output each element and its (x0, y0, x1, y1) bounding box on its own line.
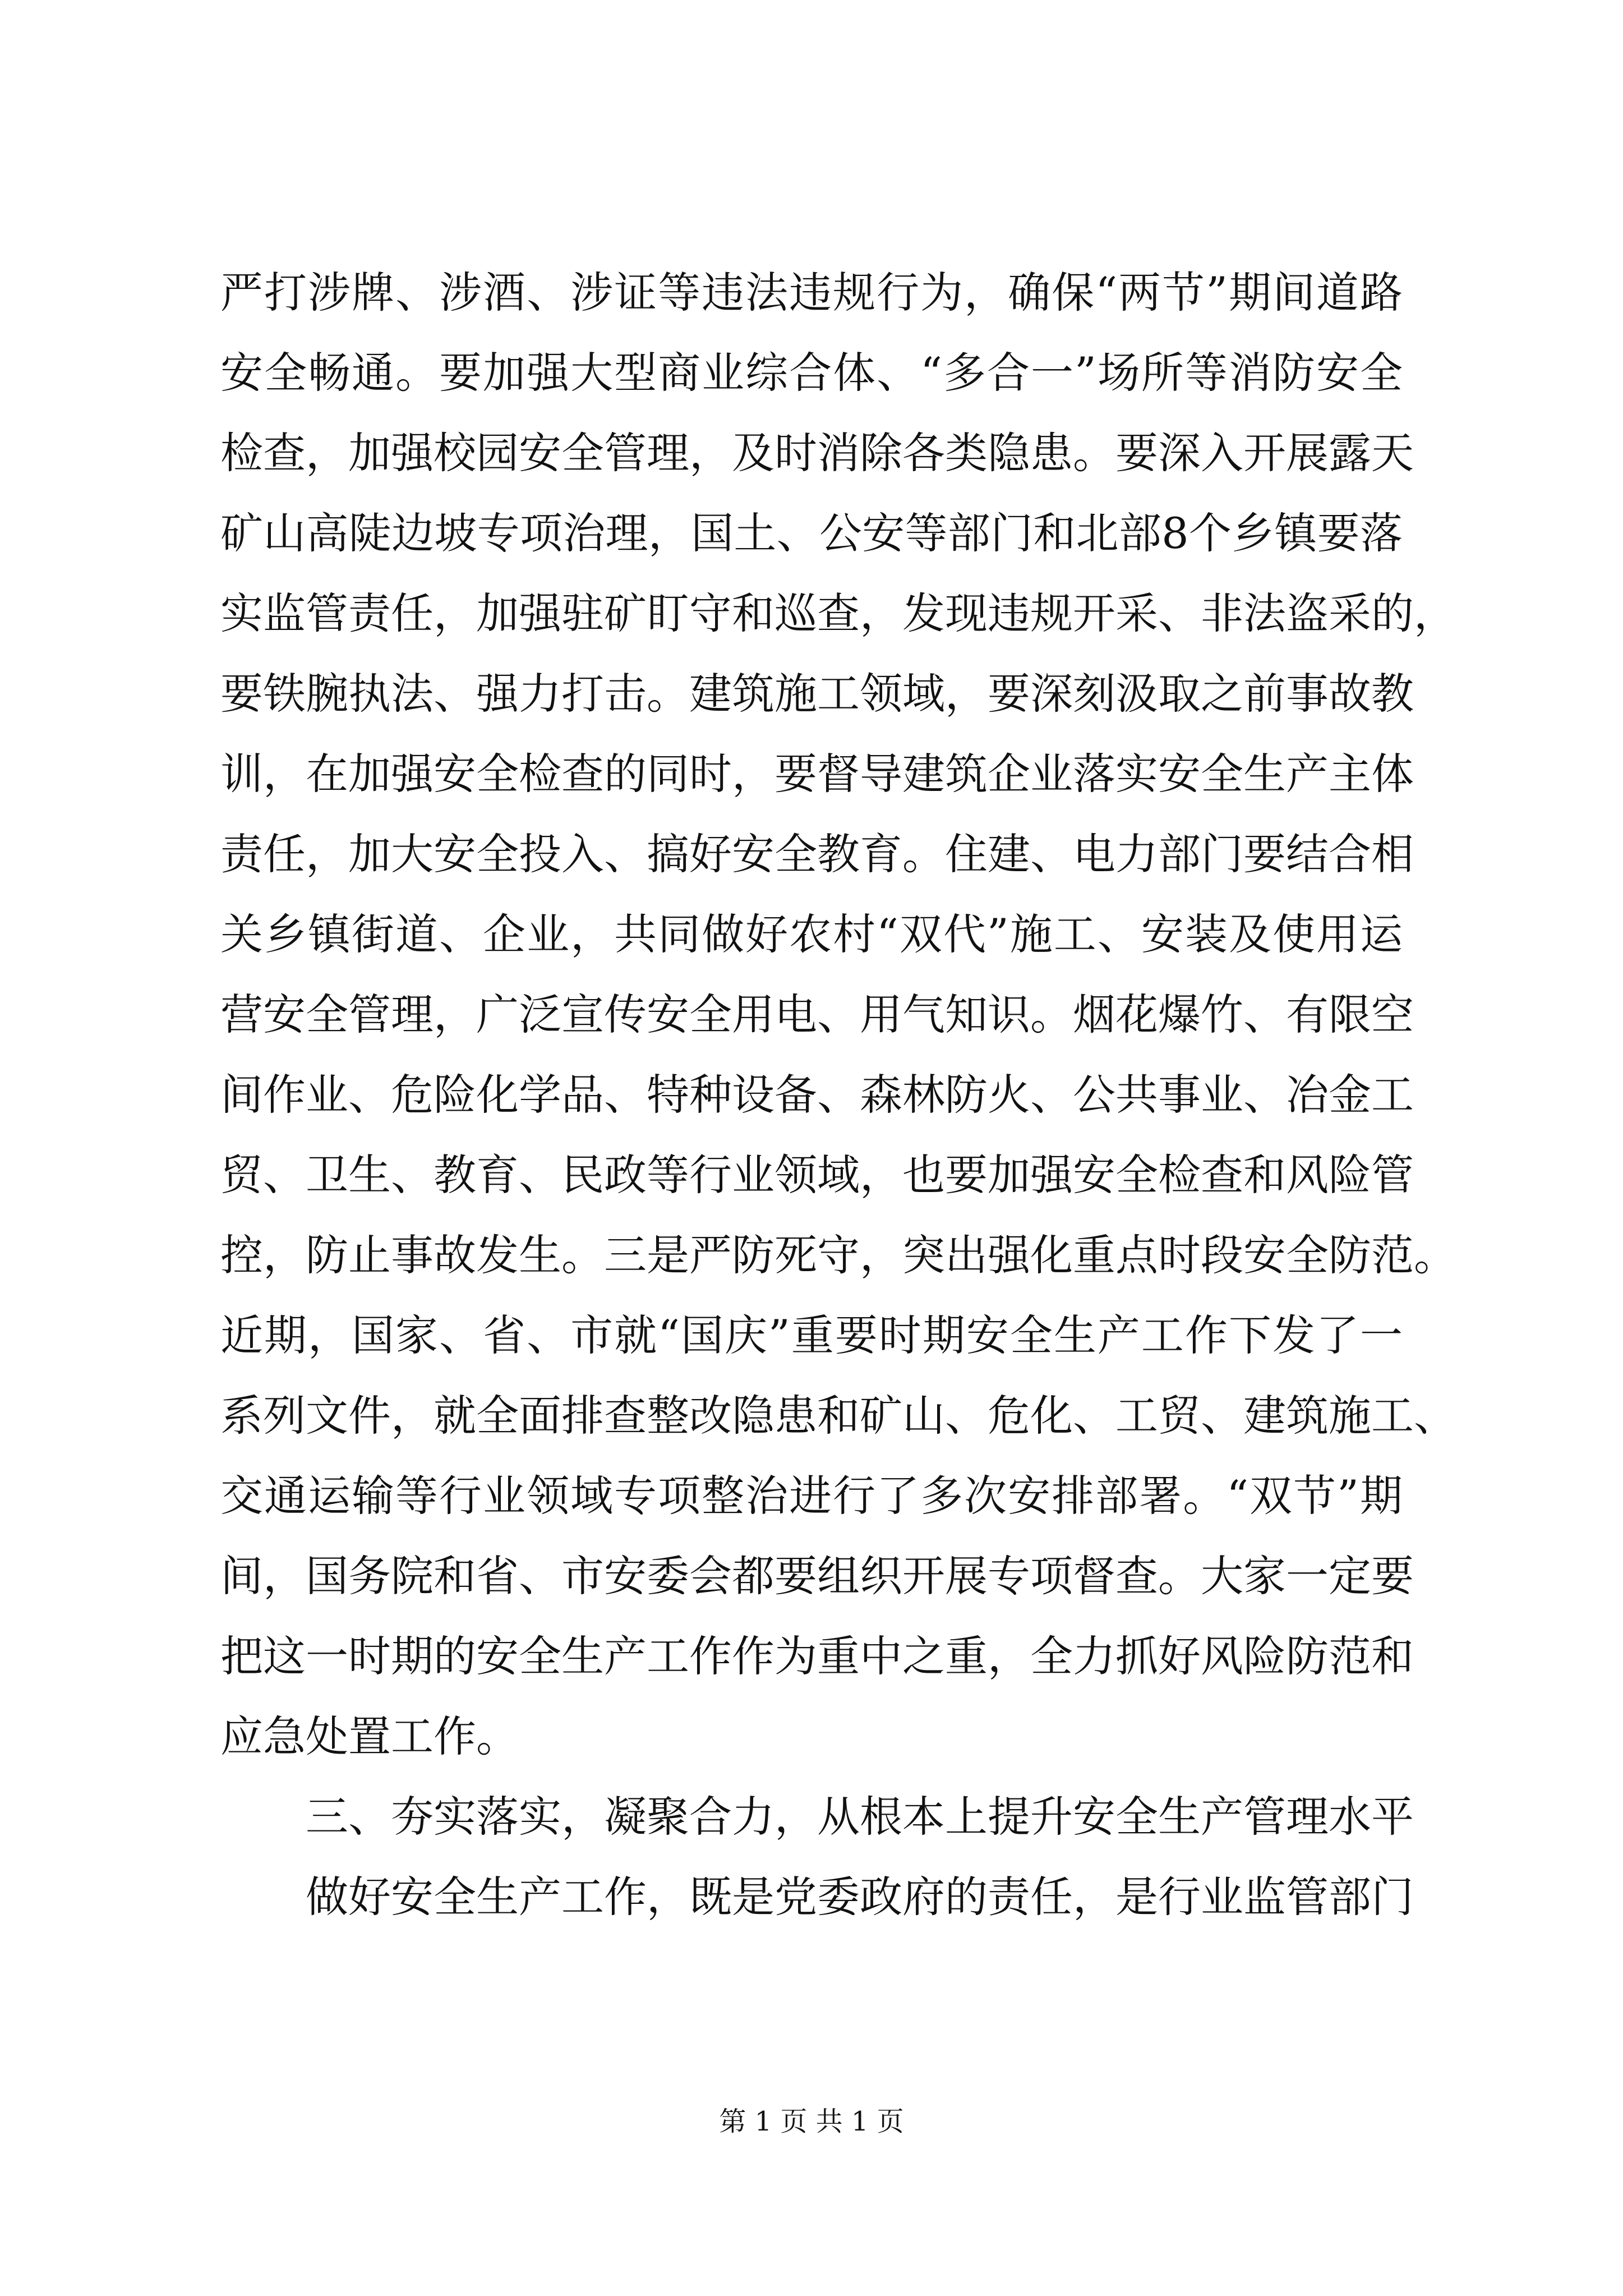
section-heading: 三、夯实落实，凝聚合力，从根本上提升安全生产管理水平 (306, 1792, 1414, 1842)
document-body (220, 252, 1456, 1937)
paragraph-1-line-18: 把这一时期的安全生产工作作为重中之重，全力抓好风险防范和 (220, 1631, 1414, 1681)
paragraph-1-line-11: 间作业、危险化学品、特种设备、森林防火、公共事业、冶金工 (220, 1070, 1414, 1120)
paragraph-1-line-12: 贸、卫生、教育、民政等行业领域，也要加强安全检查和风险管 (220, 1150, 1414, 1200)
paragraph-1-line-14: 近期，国家、省、市就“国庆”重要时期安全生产工作下发了一 (220, 1310, 1403, 1360)
paragraph-1-line-8: 责任，加大安全投入、搞好安全教育。住建、电力部门要结合相 (220, 829, 1414, 879)
paragraph-1-line-19: 应急处置工作。 (220, 1711, 519, 1761)
paragraph-1-line-7: 训，在加强安全检查的同时，要督导建筑企业落实安全生产主体 (220, 749, 1414, 799)
paragraph-1-line-13: 控，防止事故发生。三是严防死守，突出强化重点时段安全防范。 (220, 1230, 1456, 1280)
paragraph-1-line-9: 关乡镇街道、企业，共同做好农村“双代”施工、安装及使用运 (220, 909, 1403, 959)
paragraph-3-line-1: 做好安全生产工作，既是党委政府的责任，是行业监管部门 (306, 1872, 1414, 1922)
paragraph-1-line-1: 严打涉牌、涉酒、涉证等违法违规行为，确保“两节”期间道路 (220, 268, 1403, 318)
page-footer: 第 1 页 共 1 页 (719, 2106, 904, 2137)
paragraph-1-line-16: 交通运输等行业领域专项整治进行了多次安排部署。“双节”期 (220, 1471, 1403, 1521)
paragraph-1-line-3: 检查，加强校园安全管理，及时消除各类隐患。要深入开展露天 (220, 428, 1414, 478)
paragraph-1-line-17: 间，国务院和省、市安委会都要组织开展专项督查。大家一定要 (220, 1551, 1414, 1601)
paragraph-1-line-5: 实监管责任，加强驻矿盯守和巡查，发现违规开采、非法盗采的， (220, 588, 1456, 638)
paragraph-1-line-15: 系列文件，就全面排查整改隐患和矿山、危化、工贸、建筑施工、 (220, 1391, 1456, 1441)
paragraph-1-line-10: 营安全管理，广泛宣传安全用电、用气知识。烟花爆竹、有限空 (220, 990, 1414, 1039)
paragraph-1-line-2: 安全畅通。要加强大型商业综合体、“多合一”场所等消防安全 (220, 348, 1403, 398)
paragraph-1-line-4: 矿山高陡边坡专项治理，国土、公安等部门和北部8个乡镇要落 (220, 508, 1403, 558)
paragraph-1-line-6: 要铁腕执法、强力打击。建筑施工领域，要深刻汲取之前事故教 (220, 669, 1414, 719)
